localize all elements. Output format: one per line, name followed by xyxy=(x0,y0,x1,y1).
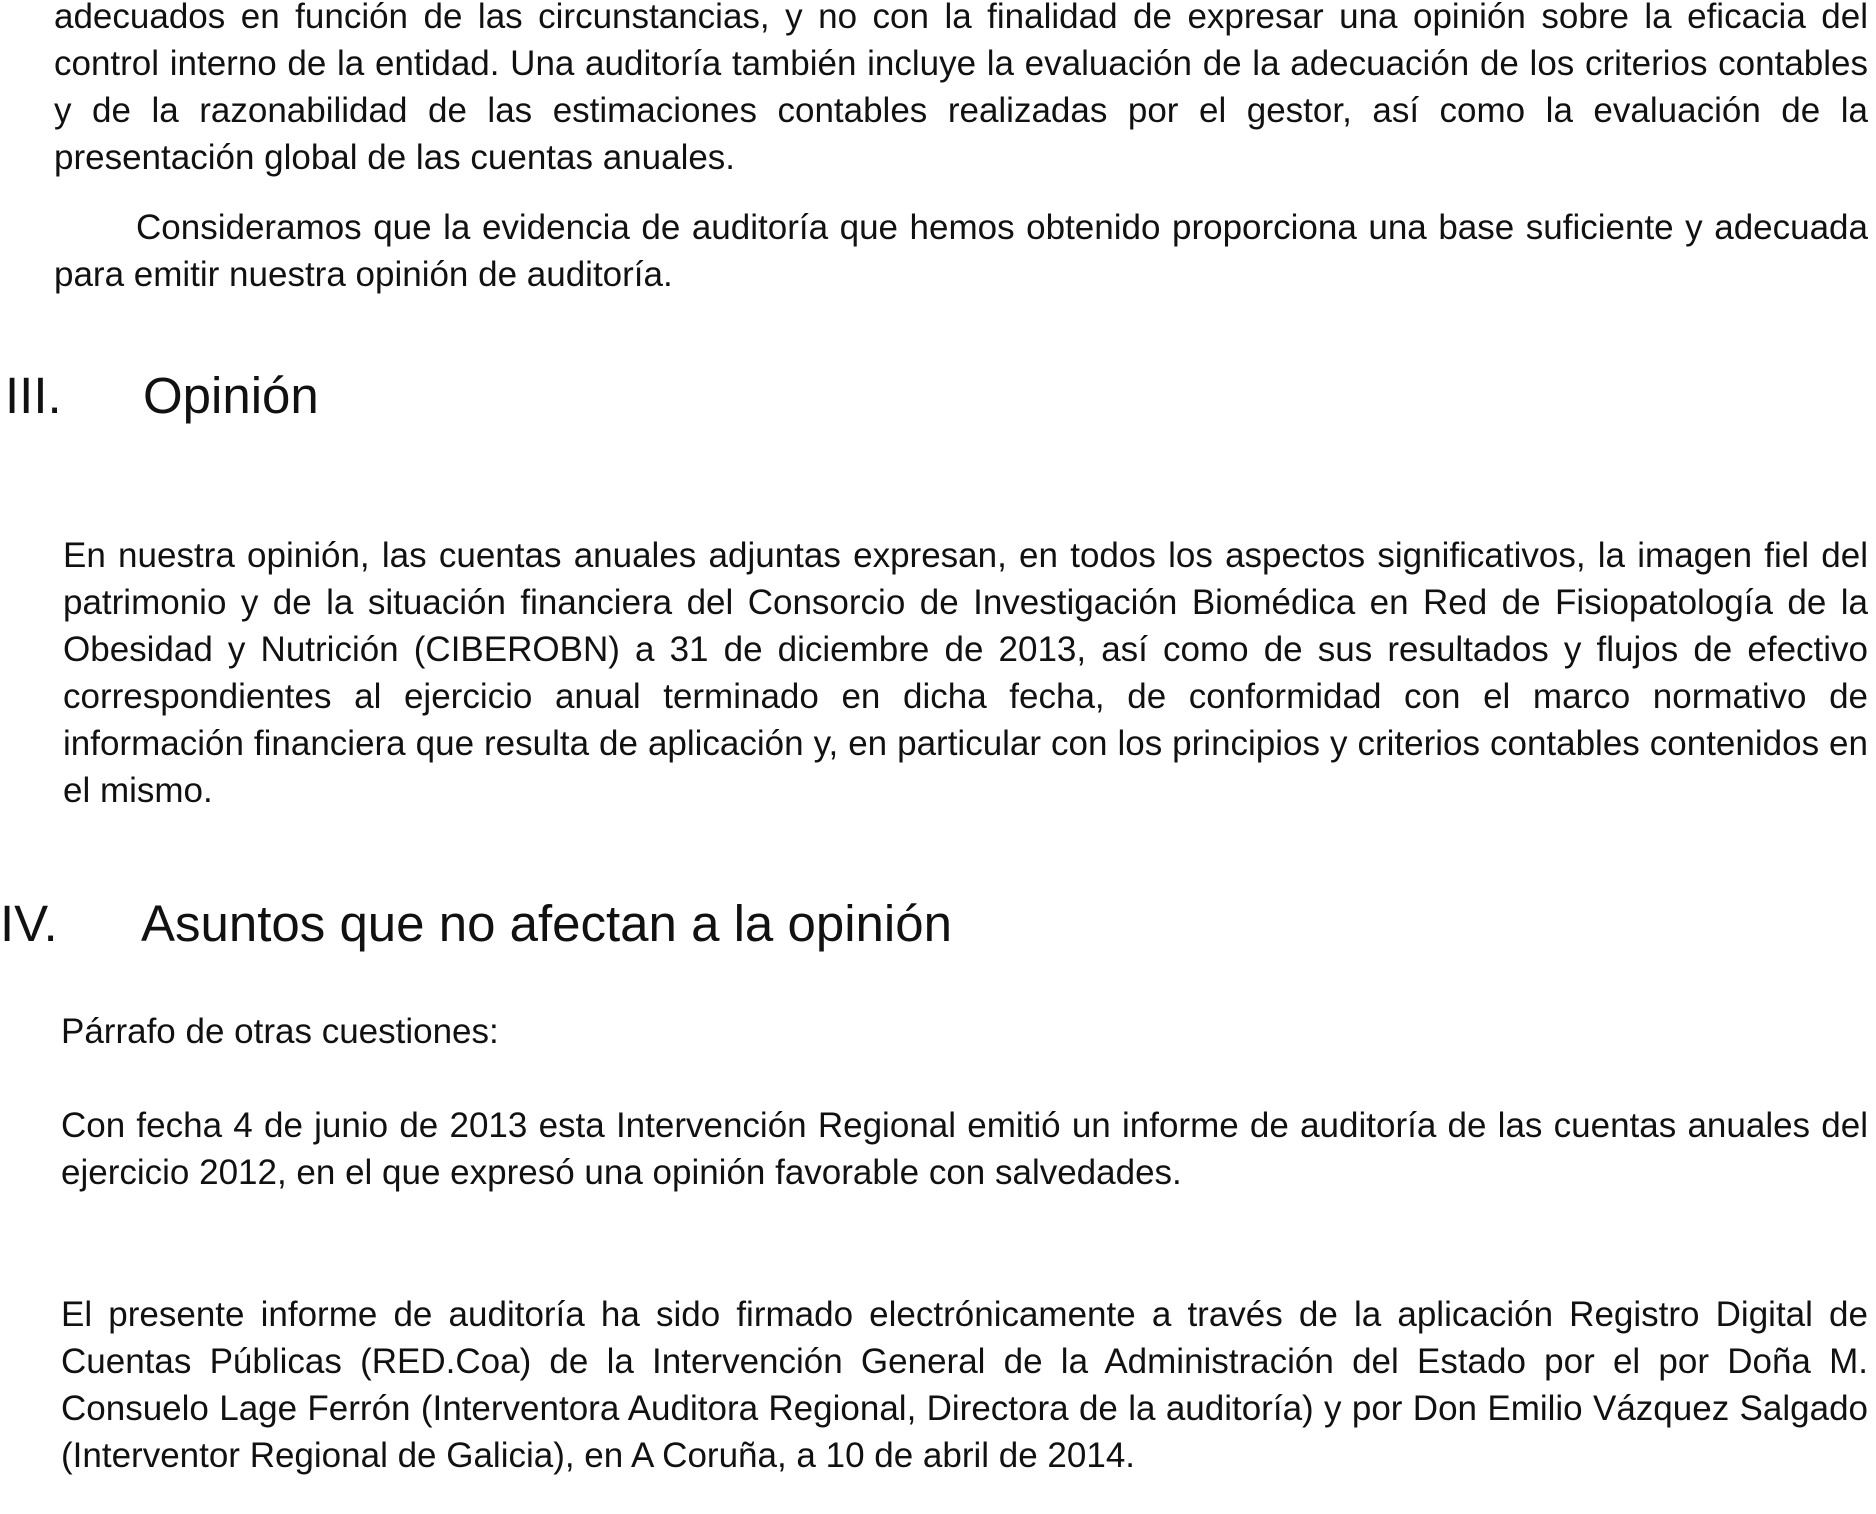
section-number: III. xyxy=(5,367,62,424)
paragraph-prior-year-report: Con fecha 4 de junio de 2013 esta Intervención Regional emitió un informe de auditoría de las cuentas anuales del ejercicio 2012, en el que expresó una opinión favorable con salvedades. xyxy=(61,1106,1868,1192)
section-number: IV. xyxy=(0,895,58,952)
paragraph-audit-procedures: adecuados en función de las circunstancias, y no con la finalidad de expresar una opinión sobre la eficacia del control interno de la entidad. Una auditoría también incluye la evaluación de la adecuación de los criterios contables y de la razonabilidad de las estimaciones contables realizadas por el gestor, así como la evaluación de la presentación global de las cuentas anuales. xyxy=(54,0,1868,177)
section-title: Opinión xyxy=(143,367,319,424)
paragraph-opinion: En nuestra opinión, las cuentas anuales adjuntas expresan, en todos los aspectos significativos, la imagen fiel del patrimonio y de la situación financiera del Consorcio de Investigación Biomédica en Red de Fisiopatología de la Obesidad y Nutrición (CIBEROBN) a 31 de diciembre de 2013, así como de sus resultados y flujos de efectivo correspondientes al ejercicio anual terminado en dicha fecha, de conformidad con el marco normativo de información financiera que resulta de aplicación y, en particular con los principios y criterios contables contenidos en el mismo. xyxy=(63,536,1868,810)
paragraph-audit-evidence: Consideramos que la evidencia de auditoría que hemos obtenido proporciona una base suficiente y adecuada para emitir nuestra opinión de auditoría. xyxy=(54,208,1868,294)
subheading-other-matters: Párrafo de otras cuestiones: xyxy=(61,1012,499,1051)
paragraph-electronic-signature: El presente informe de auditoría ha sido firmado electrónicamente a través de la aplicación Registro Digital de Cuentas Públicas (RED.Coa) de la Intervención General de la Administración del Estado por el por Doña M. Consuelo Lage Ferrón (Interventora Auditora Regional, Directora de la auditoría) y por Don Emilio Vázquez Salgado (Interventor Regional de Galicia), en A Coruña, a 10 de abril de 2014. xyxy=(61,1295,1868,1475)
section-title: Asuntos que no afectan a la opinión xyxy=(141,895,952,952)
section-heading-other-matters xyxy=(0,894,952,954)
section-heading-opinion xyxy=(5,366,319,426)
